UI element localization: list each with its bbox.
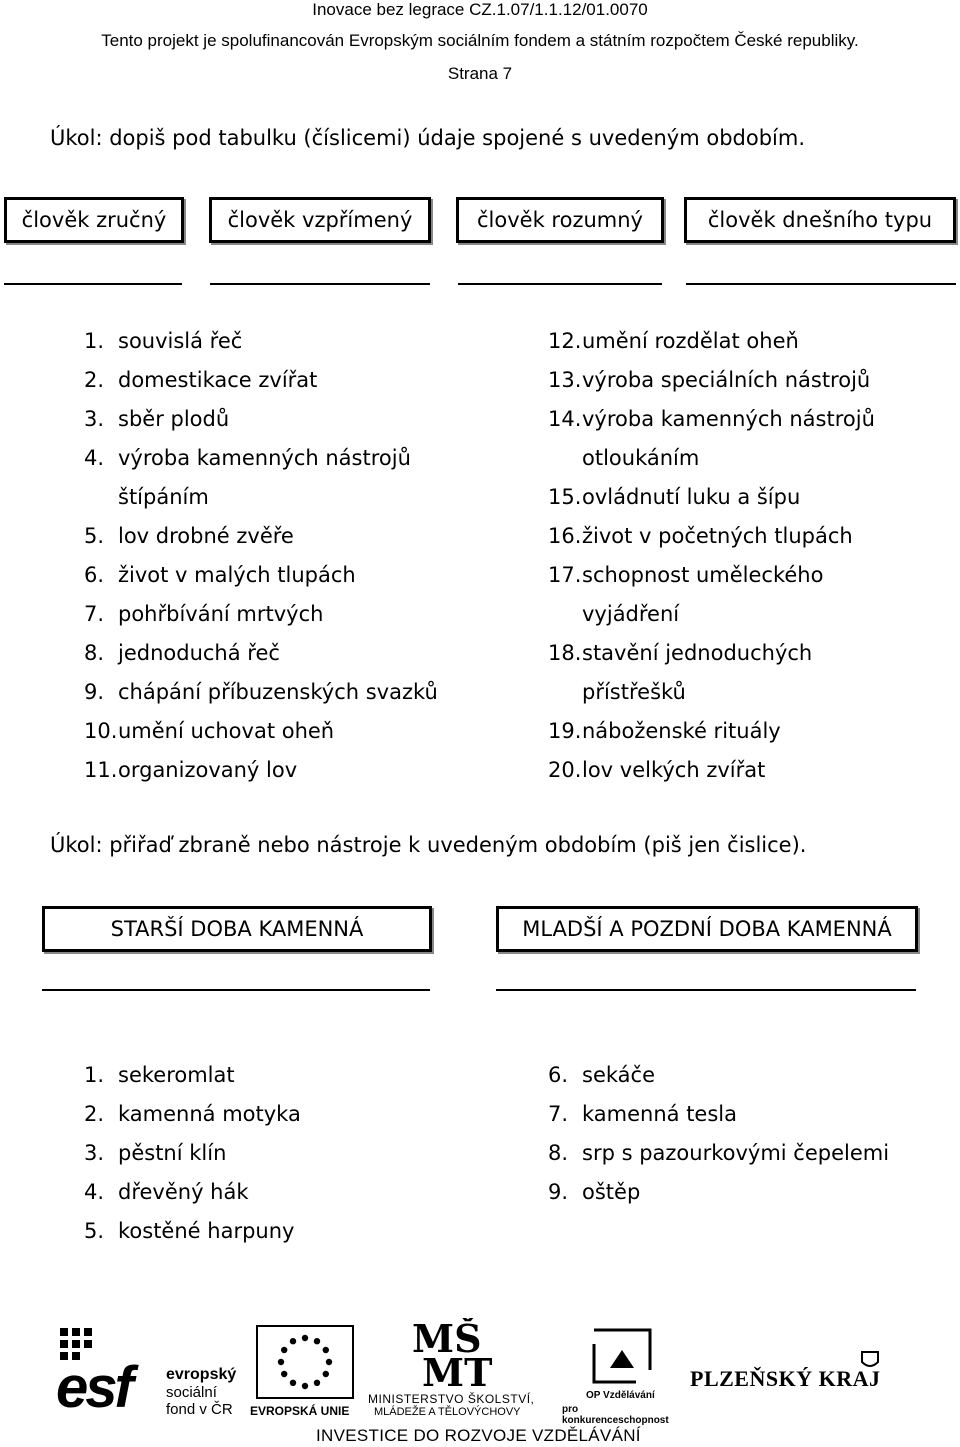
eu-logo [250,1324,360,1420]
answer-line-3[interactable] [458,283,662,285]
op-line-2: pro konkurenceschopnost [562,1404,669,1426]
list-item [548,751,875,790]
item-number: 7. [548,1102,569,1126]
item-text: lov velkých zvířat [582,758,766,782]
box-clovek-zrucny: člověk zručný [4,197,184,243]
answer-line-1[interactable] [4,283,182,285]
list-item [84,400,438,439]
eu-star [302,1335,308,1341]
esf-logo [56,1324,246,1420]
project-code: Inovace bez legrace CZ.1.07/1.1.12/01.0070 [312,0,648,19]
item-text: přístřešků [582,680,686,704]
item-number: 6. [84,563,105,587]
list-item [84,556,438,595]
list-item [84,1212,301,1251]
item-number: 4. [84,446,105,470]
item-text: umění rozdělat oheň [582,329,799,353]
answer-line-2[interactable] [210,283,430,285]
item-number: 20. [548,758,582,782]
page-number: Strana 7 [447,64,513,83]
item-number: 15. [548,485,582,509]
item-number: 3. [84,407,105,431]
list-item [548,439,875,478]
funding-note: Tento projekt je spolufinancován Evropským sociálním fondem a státním rozpočtem České republiky. [101,31,859,50]
list-item [548,1056,889,1095]
task2-right-list [548,1056,889,1212]
eu-star [290,1338,296,1344]
item-text: souvislá řeč [118,329,243,353]
list-item [84,361,438,400]
eu-star [314,1380,320,1386]
eu-star [281,1371,287,1377]
item-text: ovládnutí luku a šípu [582,485,801,509]
item-text: kostěné harpuny [118,1219,295,1243]
plzensky-kraj-logo [690,1350,890,1410]
item-text: sekeromlat [118,1063,235,1087]
eu-label: EVROPSKÁ UNIE [250,1404,350,1418]
kraj-label: PLZEŇSKÝ KRAJ [690,1366,881,1391]
item-number: 12. [548,329,582,353]
item-number: 9. [548,1180,569,1204]
item-text: stavění jednoduchých [582,641,813,665]
answer-line-starsi[interactable] [42,989,430,991]
eu-star [302,1383,308,1389]
list-item [548,478,875,517]
item-number: 5. [84,1219,105,1243]
item-number: 18. [548,641,582,665]
task1-instruction: Úkol: dopiš pod tabulku (číslicemi) údaje spojené s uvedeným obdobím. [50,126,806,150]
item-text: výroba speciálních nástrojů [582,368,871,392]
esf-line-1: evropský [166,1366,237,1383]
list-item [84,517,438,556]
item-text: život v početných tlupách [582,524,853,548]
eu-star [290,1380,296,1386]
list-item [84,1173,301,1212]
box-mladsi-doba-kamenna: MLADŠÍ A POZDNÍ DOBA KAMENNÁ [496,906,918,952]
item-number: 2. [84,368,105,392]
box-clovek-vzprimeny: člověk vzpřímený [209,197,431,243]
eu-star [323,1347,329,1353]
task1-left-list [84,322,438,790]
item-text: oštěp [582,1180,641,1204]
item-number: 19. [548,719,582,743]
item-number: 3. [84,1141,105,1165]
item-number: 5. [84,524,105,548]
item-text: kamenná tesla [582,1102,737,1126]
op-logo [562,1324,686,1426]
eu-star [323,1371,329,1377]
list-item [84,595,438,634]
eu-star [281,1347,287,1353]
item-number: 7. [84,602,105,626]
box-clovek-rozumny: člověk rozumný [456,197,664,243]
op-line-1: OP Vzdělávání [586,1390,655,1401]
list-item [548,1095,889,1134]
list-item [84,712,438,751]
list-item [84,634,438,673]
eu-star [326,1359,332,1365]
list-item [84,1134,301,1173]
item-text: náboženské rituály [582,719,781,743]
svg-text:MT: MT [422,1350,493,1388]
item-text: chápání příbuzenských svazků [118,680,438,704]
answer-line-mladsi[interactable] [496,989,916,991]
list-item [548,634,875,673]
esf-line-2: sociální [166,1384,217,1401]
item-number: 1. [84,1063,105,1087]
answer-line-4[interactable] [686,283,956,285]
esf-line-3: fond v ČR [166,1401,233,1418]
list-item [548,556,875,595]
msmt-logo [368,1318,558,1422]
box-starsi-doba-kamenna: STARŠÍ DOBA KAMENNÁ [42,906,432,952]
eu-star [314,1338,320,1344]
list-item [548,1134,889,1173]
list-item [84,673,438,712]
list-item [84,439,438,478]
item-number: 9. [84,680,105,704]
item-number: 13. [548,368,582,392]
item-number: 8. [84,641,105,665]
item-number: 10. [84,719,118,743]
box-clovek-dnesniho-typu: člověk dnešního typu [684,197,956,243]
item-text: pěstní klín [118,1141,227,1165]
item-number: 16. [548,524,582,548]
item-number: 1. [84,329,105,353]
item-text: štípáním [118,485,209,509]
task1-right-list [548,322,875,790]
msmt-line-2: MLÁDEŽE A TĚLOVÝCHOVY [374,1406,521,1418]
msmt-line-1: MINISTERSTVO ŠKOLSTVÍ, [368,1392,535,1406]
footer-slogan: INVESTICE DO ROZVOJE VZDĚLÁVÁNÍ [316,1426,641,1445]
list-item [84,322,438,361]
list-item [84,751,438,790]
list-item [548,712,875,751]
item-text: srp s pazourkovými čepelemi [582,1141,890,1165]
item-text: vyjádření [582,602,680,626]
eu-stars-icon [255,1324,355,1400]
item-text: domestikace zvířat [118,368,318,392]
list-item [548,673,875,712]
item-text: dřevěný hák [118,1180,249,1204]
item-text: otloukáním [582,446,700,470]
list-item [548,595,875,634]
item-text: výroba kamenných nástrojů [118,446,411,470]
task2-left-list [84,1056,301,1251]
list-item [84,1056,301,1095]
item-text: umění uchovat oheň [118,719,335,743]
item-text: organizovaný lov [118,758,298,782]
task2-instruction: Úkol: přiřaď zbraně nebo nástroje k uvedeným obdobím (piš jen čislice). [50,833,807,857]
op-mark-icon [588,1324,658,1388]
item-text: sběr plodů [118,407,230,431]
list-item [548,517,875,556]
item-number: 6. [548,1063,569,1087]
list-item [548,1173,889,1212]
item-number: 14. [548,407,582,431]
item-number: 8. [548,1141,569,1165]
item-number: 17. [548,563,582,587]
list-item [548,322,875,361]
list-item [548,400,875,439]
msmt-mark-icon [412,1318,512,1388]
item-number: 2. [84,1102,105,1126]
item-text: pohřbívání mrtvých [118,602,324,626]
item-text: život v malých tlupách [118,563,356,587]
item-number: 11. [84,758,118,782]
item-text: lov drobné zvěře [118,524,294,548]
list-item [84,478,438,517]
item-text: výroba kamenných nástrojů [582,407,875,431]
item-text: jednoduchá řeč [118,641,280,665]
esf-wordmark: esf [56,1355,131,1420]
item-text: sekáče [582,1063,655,1087]
item-text: schopnost uměleckého [582,563,824,587]
eu-star [278,1359,284,1365]
footer-logos [0,1310,960,1447]
svg-text:MŠ: MŠ [412,1318,482,1361]
item-number: 4. [84,1180,105,1204]
list-item [548,361,875,400]
list-item [84,1095,301,1134]
item-text: kamenná motyka [118,1102,301,1126]
